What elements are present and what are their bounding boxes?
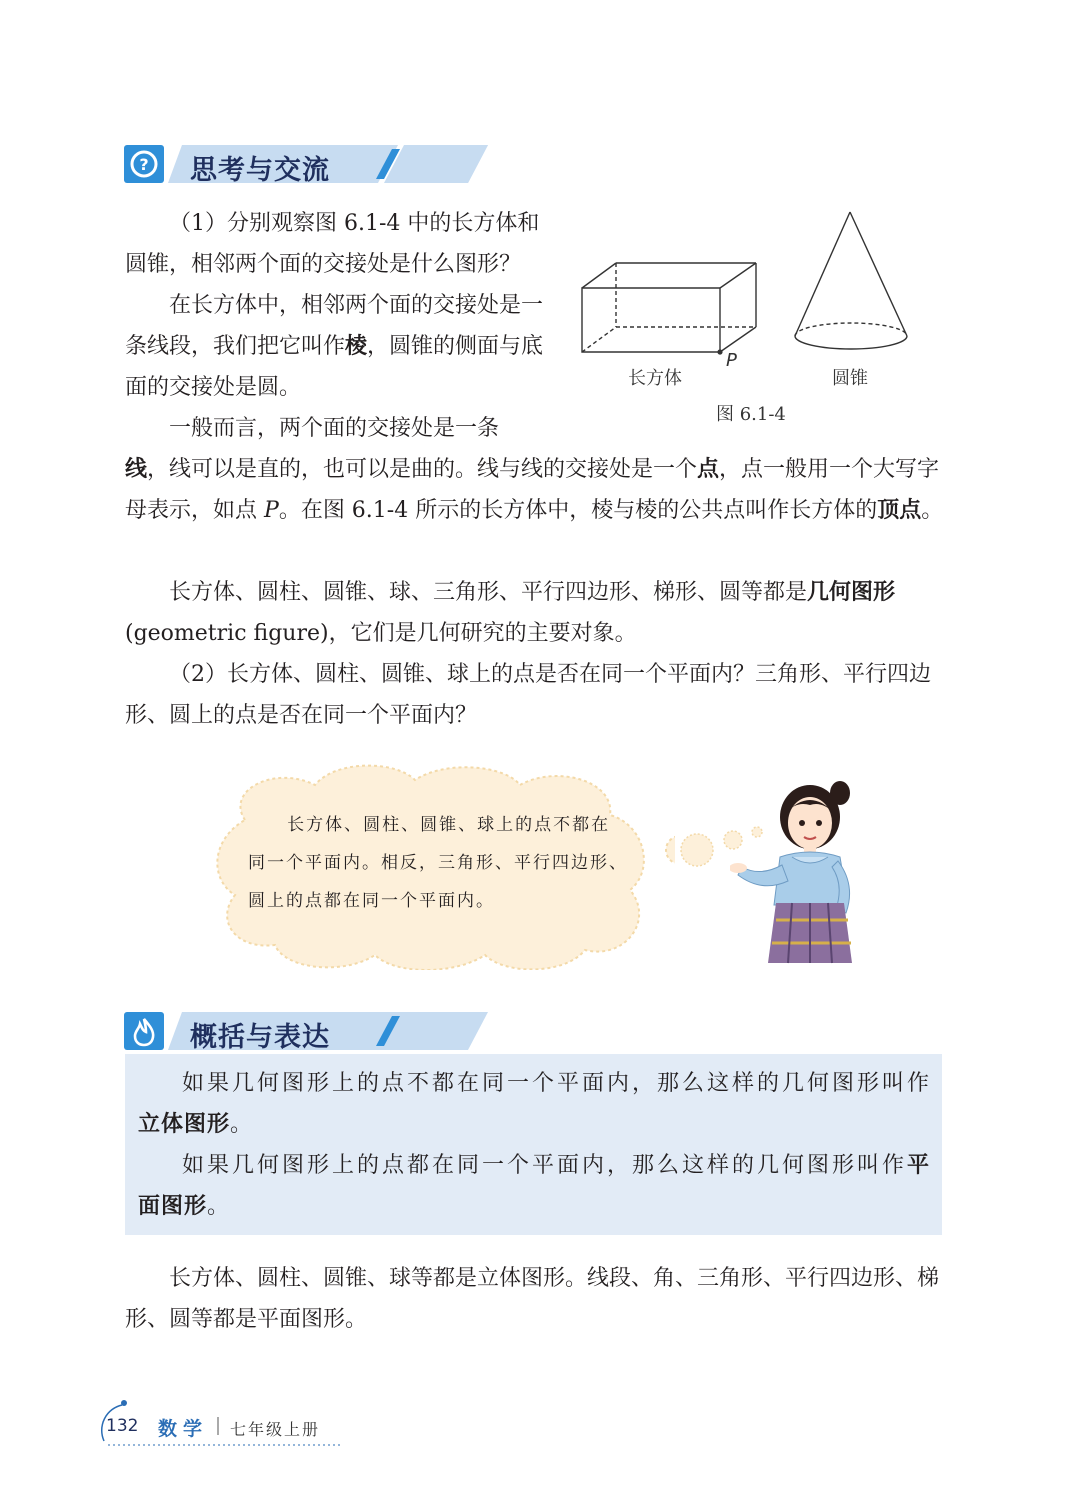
paragraph-geometric-figure: 长方体、圆柱、圆锥、球、三角形、平行四边形、梯形、圆等都是几何图形(geometric figure)，它们是几何研究的主要对象。 （2）长方体、圆柱、圆锥、球上的点是否在同一个平面内？三角形、平行四边形、圆上的点是否在同一个平面内？: [125, 572, 945, 736]
label-cuboid: 长方体: [628, 368, 682, 389]
term-point: 点: [697, 457, 720, 482]
term-solid-figure: 立体图形: [138, 1112, 231, 1137]
flame-icon: [124, 1012, 164, 1050]
paragraph-edge: 在长方体中，相邻两个面的交接处是一条线段，我们把它叫作棱，圆锥的侧面与底面的交接处是圆。: [125, 293, 544, 400]
section-title: 思考与交流: [190, 155, 330, 186]
cuboid-cone-drawing: [570, 200, 930, 430]
summary-definitions: [138, 1063, 932, 1227]
point-p-dot: [717, 349, 722, 354]
girl-illustration: [730, 775, 870, 970]
cuboid-shape: [582, 263, 756, 352]
label-cone: 圆锥: [832, 368, 868, 389]
closing-paragraph: 长方体、圆柱、圆锥、球等都是立体图形。线段、角、三角形、平行四边形、梯形、圆等都是平面图形。: [125, 1266, 940, 1332]
paragraph-line-point: 一般而言，两个面的交接处是一条 线，线可以是直的，也可以是曲的。线与线的交接处是一个点，点一般用一个大写字母表示，如点 P。在图 6.1-4 所示的长方体中，棱与棱的公共点叫作长方体的顶点。: [125, 416, 944, 523]
svg-text:?: ?: [139, 155, 149, 174]
page-number: 132: [106, 1416, 139, 1436]
question-2: （2）长方体、圆柱、圆锥、球上的点是否在同一个平面内？三角形、平行四边形、圆上的点是否在同一个平面内？: [125, 662, 931, 728]
term-plane-figure: 平面图形: [138, 1153, 931, 1219]
term-edge: 棱: [345, 334, 368, 359]
label-point-p: P: [726, 350, 737, 371]
subject-name: 数学: [158, 1418, 209, 1440]
var-p: P: [264, 498, 279, 523]
term-line: 线: [125, 457, 148, 482]
definition-plane: 如果几何图形上的点都在同一个平面内，那么这样的几何图形叫作平面图形。: [138, 1153, 931, 1219]
question-1: （1）分别观察图 6.1-4 中的长方体和圆锥，相邻两个面的交接处是什么图形？: [125, 211, 540, 277]
term-geometric-figure: 几何图形: [807, 580, 896, 605]
grade-label: 七年级上册: [230, 1420, 321, 1439]
question-bubble-icon: [124, 145, 164, 183]
term-vertex: 顶点: [877, 498, 922, 523]
bubble-text: 长方体、圆柱、圆锥、球上的点不都在同一个平面内。相反，三角形、平行四边形、圆上的点都在同一个平面内。: [248, 815, 628, 911]
figure-cuboid-cone: [570, 200, 930, 430]
figure-caption: 图 6.1-4: [716, 404, 786, 425]
definition-solid: 如果几何图形上的点不都在同一个平面内，那么这样的几何图形叫作立体图形。: [138, 1071, 933, 1137]
cone-shape: [795, 212, 907, 349]
section-title: 概括与表达: [190, 1022, 330, 1053]
intro-block: [125, 203, 545, 408]
